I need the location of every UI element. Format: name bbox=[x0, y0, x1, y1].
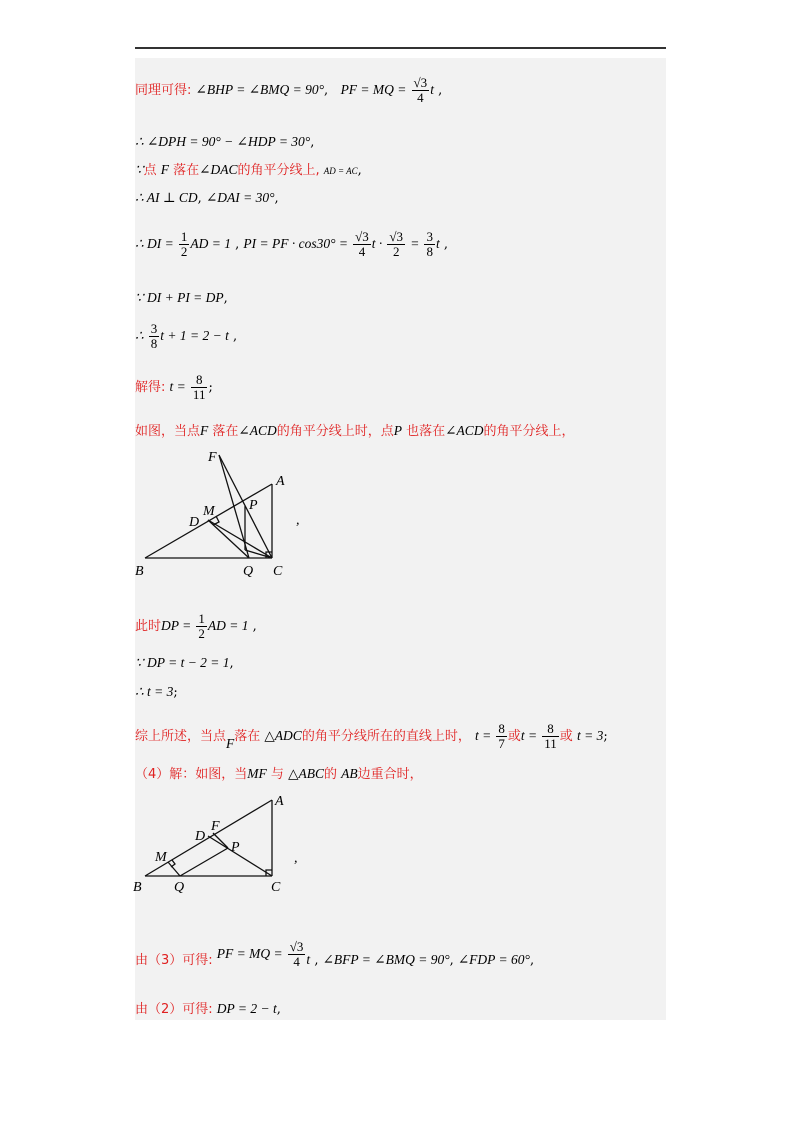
fraction: $\frac{8}{7}$ bbox=[498, 721, 505, 751]
text: 或 bbox=[559, 729, 573, 744]
math: t + 1 = 2 − t bbox=[160, 328, 229, 343]
punct: , bbox=[438, 83, 443, 98]
figure-2 bbox=[130, 790, 320, 895]
text: 同理可得: bbox=[135, 83, 192, 98]
label-Q: Q bbox=[174, 880, 185, 895]
math: F bbox=[226, 736, 235, 751]
math: t · bbox=[371, 236, 383, 251]
math: DP = 2 − t bbox=[216, 1001, 277, 1016]
line-3 bbox=[135, 161, 362, 180]
math: △ABC bbox=[288, 766, 324, 781]
math: AD = 1 bbox=[190, 236, 231, 251]
text: （4）解：如图，当 bbox=[135, 767, 248, 782]
math: △ADC bbox=[264, 728, 302, 743]
text: 的角平分线所在的直线上时， bbox=[301, 729, 471, 744]
text: 与 bbox=[270, 767, 284, 782]
fraction: $\frac{8}{11}$ bbox=[544, 721, 557, 751]
text: 落在 bbox=[234, 729, 261, 744]
math: t bbox=[430, 82, 434, 97]
label-A: A bbox=[275, 794, 284, 809]
label-B: B bbox=[133, 880, 142, 895]
math: t = bbox=[520, 728, 538, 743]
line-8 bbox=[135, 373, 213, 402]
math-small: AD = AC bbox=[323, 166, 358, 176]
math: PI = PF · cos30° = bbox=[243, 236, 348, 251]
figure-1 bbox=[130, 445, 320, 580]
line-12 bbox=[135, 683, 178, 702]
text: 此时 bbox=[135, 619, 162, 634]
punct: ; bbox=[173, 685, 178, 700]
text: 落在 bbox=[173, 163, 200, 178]
line-16 bbox=[135, 1000, 281, 1019]
text: 综上所述，当点 bbox=[135, 729, 227, 744]
line-2 bbox=[135, 133, 314, 152]
math: MF bbox=[247, 766, 267, 781]
punct: , bbox=[324, 83, 329, 98]
math: F bbox=[200, 423, 209, 438]
fraction: $\frac{√3}{4}$ bbox=[355, 229, 369, 259]
label-D: D bbox=[189, 515, 200, 530]
punct: , bbox=[229, 656, 234, 671]
math: ∴ ∠DPH = 90° − ∠HDP = 30° bbox=[135, 134, 311, 149]
label-Q: Q bbox=[243, 564, 254, 579]
line-9 bbox=[135, 422, 574, 441]
text: 由（3）可得: bbox=[135, 953, 213, 968]
text: 边重合时， bbox=[357, 767, 423, 782]
text: 的 bbox=[323, 767, 337, 782]
math: ∠FDP = 60° bbox=[457, 952, 530, 967]
math: ∴ AI ⊥ CD bbox=[135, 190, 198, 205]
punct: , bbox=[197, 191, 202, 206]
punct: , bbox=[232, 329, 238, 344]
punct: , bbox=[357, 163, 362, 178]
math: ∠BHP = ∠BMQ = 90° bbox=[195, 82, 325, 97]
math: t bbox=[435, 236, 440, 251]
math: ∠DAI = 30° bbox=[205, 190, 275, 205]
text: 落在 bbox=[212, 424, 239, 439]
line-7 bbox=[135, 322, 237, 351]
line-6 bbox=[135, 289, 228, 308]
line-11 bbox=[135, 654, 234, 673]
math: t = bbox=[474, 728, 492, 743]
math: ∠BFP = ∠BMQ = 90° bbox=[322, 952, 450, 967]
label-C: C bbox=[271, 880, 281, 895]
fraction: $\frac{√3}{2}$ bbox=[389, 229, 404, 259]
punct: , bbox=[276, 1002, 281, 1017]
text: 的角平分线上时，点 bbox=[276, 424, 394, 439]
text: 的角平分线上， bbox=[483, 424, 575, 439]
text: 如图，当点 bbox=[135, 424, 201, 439]
punct: , bbox=[449, 953, 454, 968]
math: ∵ bbox=[135, 162, 144, 177]
math: t = bbox=[169, 379, 186, 394]
label-F: F bbox=[208, 450, 217, 465]
math: ∠ACD bbox=[238, 423, 277, 438]
comma: , bbox=[294, 851, 298, 866]
punct: , bbox=[314, 953, 319, 968]
punct: , bbox=[529, 953, 535, 968]
text: 的角平分线上, bbox=[237, 163, 320, 178]
math: t bbox=[306, 952, 311, 967]
line-1 bbox=[135, 76, 442, 105]
math: t = 3 bbox=[576, 728, 604, 743]
line-15 bbox=[135, 939, 535, 975]
math: ∠ACD bbox=[445, 423, 484, 438]
math: PF = MQ = bbox=[340, 82, 407, 97]
label-D: D bbox=[195, 829, 206, 844]
line-4 bbox=[135, 189, 279, 208]
punct: , bbox=[235, 237, 240, 252]
math: ∠DAC bbox=[199, 162, 238, 177]
label-F: F bbox=[211, 819, 220, 834]
punct: , bbox=[252, 619, 257, 634]
math: F bbox=[160, 162, 169, 177]
label-P: P bbox=[231, 840, 240, 855]
label-P: P bbox=[249, 498, 258, 513]
fraction: $\frac{√3}{4}$ bbox=[413, 75, 428, 105]
text: 或 bbox=[507, 729, 521, 744]
math: = bbox=[410, 236, 420, 251]
math: ∵ DI + PI = DP bbox=[135, 290, 224, 305]
math: AB bbox=[341, 766, 358, 781]
label-M: M bbox=[155, 850, 167, 865]
math: ∴ DI = bbox=[135, 236, 174, 251]
label-C: C bbox=[273, 564, 283, 579]
fraction: $\frac{3}{8}$ bbox=[150, 321, 158, 351]
line-5 bbox=[135, 230, 448, 259]
math: DP = bbox=[161, 618, 192, 633]
math: ∴ t = 3 bbox=[135, 684, 174, 699]
math: PF = MQ = bbox=[216, 946, 283, 961]
punct: ; bbox=[603, 729, 608, 744]
math: AD = 1 bbox=[207, 618, 249, 633]
punct: , bbox=[274, 191, 279, 206]
comma: , bbox=[296, 513, 300, 528]
label-M: M bbox=[203, 504, 215, 519]
punct: , bbox=[443, 237, 449, 252]
fraction: $\frac{3}{8}$ bbox=[426, 229, 433, 259]
punct: , bbox=[223, 291, 228, 306]
fraction: $\frac{√3}{4}$ bbox=[289, 939, 304, 969]
math: ∴ bbox=[135, 328, 144, 343]
punct: , bbox=[310, 135, 315, 150]
text: 点 bbox=[143, 163, 157, 178]
fraction: $\frac{1}{2}$ bbox=[198, 611, 205, 641]
header-rule bbox=[135, 47, 666, 49]
punct: ; bbox=[208, 380, 213, 395]
math: ∵ DP = t − 2 = 1 bbox=[135, 655, 230, 670]
math: P bbox=[393, 423, 402, 438]
line-14 bbox=[135, 765, 423, 784]
fraction: $\frac{8}{11}$ bbox=[192, 372, 206, 402]
text: 解得: bbox=[135, 380, 166, 395]
label-B: B bbox=[135, 564, 144, 579]
label-A: A bbox=[276, 474, 285, 489]
line-13 bbox=[135, 722, 608, 751]
text: 也落在 bbox=[406, 424, 446, 439]
line-10 bbox=[135, 612, 257, 641]
text: 由（2）可得: bbox=[135, 1002, 213, 1017]
fraction: $\frac{1}{2}$ bbox=[180, 229, 188, 259]
